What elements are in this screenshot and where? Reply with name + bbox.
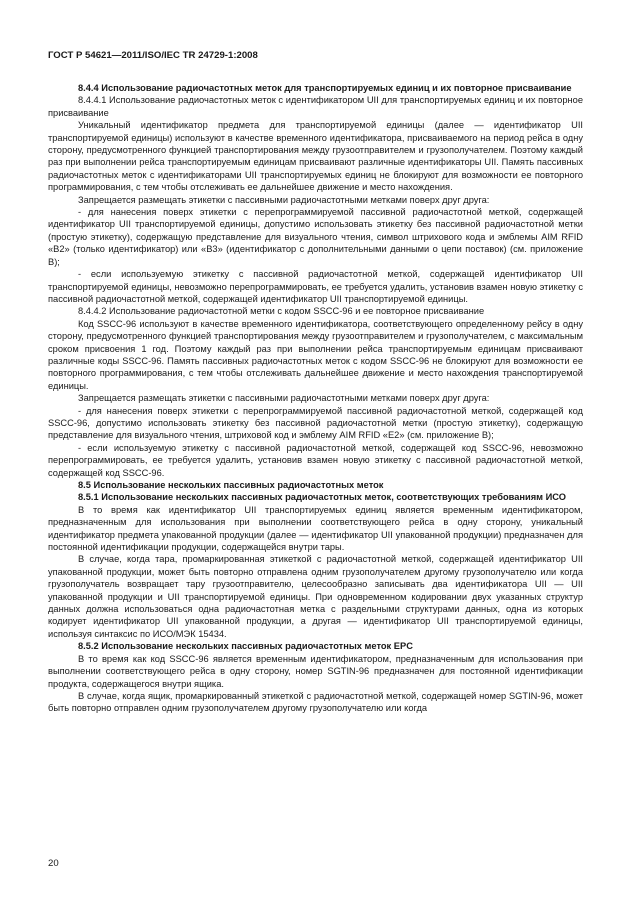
section-heading: 8.5 Использование нескольких пассивных радиочастотных меток: [78, 480, 384, 490]
paragraph: - для нанесения поверх этикетки с перепрограммируемой пассивной радиочастотной меткой, содержащей код SSCC-96, допустимо использовать этикетку без пассивной радиочастотной метки (простую этикетку), содержащую представление для визуального чтения, штриховой код и эмблему AIM RFID «E2» (см. приложение В);: [48, 405, 583, 441]
paragraph: В случае, когда тара, промаркированная этикеткой с радиочастотной меткой, содержащей идентификатор UII упакованной продукции, может быть повторно отправлена одним грузополучателем другому грузополучателю или когда грузополучатель возвращает тару грузоотправителю, целесообразно записывать два идентификатора UII — UII упакованной продукции и UII транспортируемой единицы. При одновременном кодировании двух указанных структур данных должна использоваться одна радиочастотная метка с раздельными структурами данных, одна из которых кодирует идентификатор UII упакованной продукции, а другая — идентификатор UII транспортируемой единицы, используя синтаксис по ИСО/МЭК 15434.: [48, 554, 583, 639]
section-heading: 8.5.2 Использование нескольких пассивных радиочастотных меток EPC: [78, 641, 413, 652]
running-header: ГОСТ Р 54621—2011/ISO/IEC TR 24729-1:2008: [48, 50, 258, 61]
paragraph: - для нанесения поверх этикетки с перепрограммируемой пассивной радиочастотной меткой, содержащей идентификатор UII транспортируемой единицы, допустимо использовать этикетку без пассивной радиочастотной метки (простую этикетку), содержащую представление для визуального чтения, символ штрихового кода и эмблемы AIM RFID «B2» (только идентификатор) или «B3» (идентификатор с дополнительными данными о цепи поставок) (см. приложение В);: [48, 207, 583, 267]
paragraph: Запрещается размещать этикетки с пассивными радиочастотными метками поверх друг друга:: [78, 194, 490, 205]
paragraph: 8.4.4.2 Использование радиочастотной метки с кодом SSCC-96 и ее повторное присваивание: [78, 306, 485, 317]
paragraph: - если используемую этикетку с пассивной радиочастотной меткой, содержащей код SSCC-96, невозможно перепрограммировать, ее требуется удалить, установив взамен новую этикетку с пассивной радиочастотной меткой, содержащей код SSCC-96.: [48, 442, 583, 478]
paragraph: Уникальный идентификатор предмета для транспортируемой единицы (далее — идентификатор UII транспортируемой единицы) используют в качестве временного идентификатора, присваиваемого на период рейса в одну сторону, предусмотренного функцией транспортирования между грузоотправителем и грузополучателем. Поэтому каждый раз при выполнении рейса транспортируемым единицам присваивают различные идентификаторы UII. Память пассивных радиочастотных меток с идентификаторами UII транспортируемых единиц не блокируют для возможности ее повторного программирования, с тем чтобы отслеживать ее дальнейшее движение и место нахождения.: [48, 120, 583, 193]
paragraph: 8.4.4.1 Использование радиочастотных меток с идентификатором UII для транспортируемых единиц и их повторное присваивание: [48, 95, 583, 118]
body-text: [48, 82, 583, 715]
section-heading: 8.4.4 Использование радиочастотных меток для транспортируемых единиц и их повторное присваивание: [78, 83, 572, 93]
section-heading: 8.5.1 Использование нескольких пассивных радиочастотных меток, соответствующих требованиям ИСО: [78, 492, 567, 503]
paragraph: В то время как идентификатор UII транспортируемых единиц является временным идентификатором, предназначенным для использования при выполнении соответствующего рейса в одну сторону, уникальный идентификатор предмета упакованной продукции (далее — идентификатор UII упакованной продукции) предназначен для постоянной идентификации продукции, содержащейся внутри тары.: [48, 504, 583, 553]
paragraph: В то время как код SSCC-96 является временным идентификатором, предназначенным для использования при выполнении соответствующего рейса в одну сторону, номер SGTIN-96 предназначен для постоянной идентификации продукта, содержащегося внутри ящика.: [48, 653, 583, 689]
paragraph: Код SSCC-96 используют в качестве временного идентификатора, соответствующего определенному рейсу в одну сторону, предусмотренного функцией транспортирования между грузоотправителем и грузополучателем, с максимальным сроком присвоения 1 год. Поэтому каждый раз при выполнении рейса транспортируемым единицам присваивают различные коды SSCC-96. Память пассивных радиочастотных меток с кодом SSCC-96 не блокируют для возможности ее повторного программирования, с тем чтобы отслеживать дальнейшее движение и место нахождения транспортируемой единицы.: [48, 318, 583, 391]
paragraph: - если используемую этикетку с пассивной радиочастотной меткой, содержащей идентификатор UII транспортируемой единицы, невозможно перепрограммировать, ее требуется удалить, установив взамен новую этикетку с пассивной радиочастотной меткой, содержащей идентификатор UII транспортируемой единицы.: [48, 269, 583, 304]
paragraph: Запрещается размещать этикетки с пассивными радиочастотными метками поверх друг друга:: [78, 393, 490, 404]
paragraph: В случае, когда ящик, промаркированный этикеткой с радиочастотной меткой, содержащей номер SGTIN-96, может быть повторно отправлен одним грузополучателем другому грузополучателю или когда: [48, 690, 583, 714]
page-number: 20: [48, 858, 59, 869]
